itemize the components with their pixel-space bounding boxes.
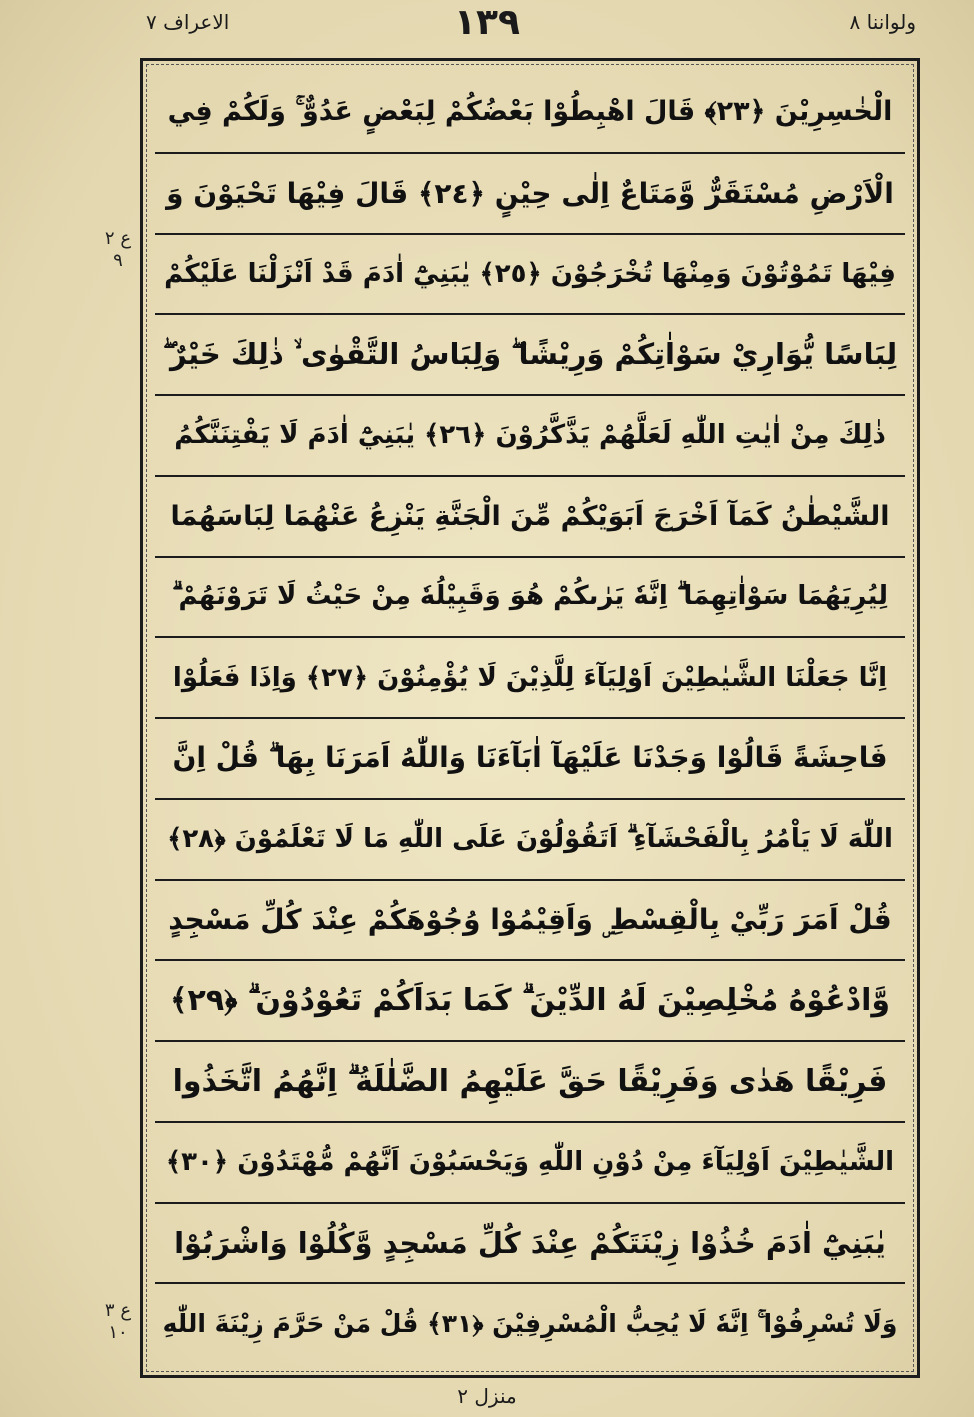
surah-name: الاعراف ۷	[146, 10, 230, 34]
page-number: ١٣٩	[454, 2, 520, 43]
text-frame	[140, 58, 920, 1378]
verse-line-9: فَاحِشَةً قَالُوْا وَجَدْنَا عَلَيْهَآ اٰبَآءَنَا وَاللّٰهُ اَمَرَنَا بِهَا ۗ قُلْ اِنَّ	[155, 719, 905, 800]
juz-name: ولواننا ۸	[849, 10, 916, 34]
verse-lines	[155, 73, 905, 1363]
verse-line-4: لِبَاسًا يُّوَارِيْ سَوْاٰتِكُمْ وَرِيْشًا ۖ وَلِبَاسُ التَّقْوٰى ۙ ذٰلِكَ خَيْرٌ ۖ	[155, 315, 905, 396]
verse-line-12: وَّادْعُوْهُ مُخْلِصِيْنَ لَهُ الدِّيْنَ ۗ كَمَا بَدَاَكُمْ تَعُوْدُوْنَ ۗ ﴿٢٩﴾	[155, 961, 905, 1042]
verse-line-6: الشَّيْطٰنُ كَمَآ اَخْرَجَ اَبَوَيْكُمْ مِّنَ الْجَنَّةِ يَنْزِعُ عَنْهُمَا لِبَاسَهُمَا	[155, 477, 905, 558]
ruku-marker-top: ع ۲ ۹	[104, 228, 132, 271]
verse-line-5: ذٰلِكَ مِنْ اٰيٰتِ اللّٰهِ لَعَلَّهُمْ يَذَّكَّرُوْنَ ﴿٢٦﴾ يٰبَنِيْٓ اٰدَمَ لَا يَفْتِنَنَّكُمُ	[155, 396, 905, 477]
verse-line-7: لِيُرِيَهُمَا سَوْاٰتِهِمَا ۗ اِنَّهٗ يَرٰىكُمْ هُوَ وَقَبِيْلُهٗ مِنْ حَيْثُ لَا تَرَوْنَهُمْ ۗ	[155, 558, 905, 639]
verse-line-3: فِيْهَا تَمُوْتُوْنَ وَمِنْهَا تُخْرَجُوْنَ ﴿٢٥﴾ يٰبَنِيْٓ اٰدَمَ قَدْ اَنْزَلْنَا عَلَيْكُمْ	[155, 235, 905, 316]
verse-line-8: اِنَّا جَعَلْنَا الشَّيٰطِيْنَ اَوْلِيَآءَ لِلَّذِيْنَ لَا يُؤْمِنُوْنَ ﴿٢٧﴾ وَاِذَا فَعَلُوْا	[155, 638, 905, 719]
verse-line-14: الشَّيٰطِيْنَ اَوْلِيَآءَ مِنْ دُوْنِ اللّٰهِ وَيَحْسَبُوْنَ اَنَّهُمْ مُّهْتَدُوْنَ ﴿٣٠﴾	[155, 1123, 905, 1204]
verse-line-10: اللّٰهَ لَا يَاْمُرُ بِالْفَحْشَآءِ ۗ اَتَقُوْلُوْنَ عَلَى اللّٰهِ مَا لَا تَعْلَمُوْنَ ﴿٢٨﴾	[155, 800, 905, 881]
verse-line-15: يٰبَنِيْٓ اٰدَمَ خُذُوْا زِيْنَتَكُمْ عِنْدَ كُلِّ مَسْجِدٍ وَّكُلُوْا وَاشْرَبُوْا	[155, 1204, 905, 1285]
verse-line-11: قُلْ اَمَرَ رَبِّيْ بِالْقِسْطِ ۣ وَاَقِيْمُوْا وُجُوْهَكُمْ عِنْدَ كُلِّ مَسْجِدٍ	[155, 881, 905, 962]
verse-line-2: الْاَرْضِ مُسْتَقَرٌّ وَّمَتَاعٌ اِلٰى حِيْنٍ ﴿٢٤﴾ قَالَ فِيْهَا تَحْيَوْنَ وَ	[155, 154, 905, 235]
verse-line-1: الْخٰسِرِيْنَ ﴿٢٣﴾ قَالَ اهْبِطُوْا بَعْضُكُمْ لِبَعْضٍ عَدُوٌّ ۚ وَلَكُمْ فِي	[155, 73, 905, 154]
verse-line-16: وَلَا تُسْرِفُوْا ۚ اِنَّهٗ لَا يُحِبُّ الْمُسْرِفِيْنَ ﴿٣١﴾ قُلْ مَنْ حَرَّمَ زِيْنَةَ اللّٰهِ	[162, 1308, 898, 1338]
ruku-marker-bottom: ع ۳ ۱۰	[104, 1300, 132, 1343]
manzil-footer: منزل ۲	[457, 1384, 517, 1408]
verse-line-13: فَرِيْقًا هَدٰى وَفَرِيْقًا حَقَّ عَلَيْهِمُ الضَّلٰلَةُ ۗ اِنَّهُمُ اتَّخَذُوا	[155, 1042, 905, 1123]
